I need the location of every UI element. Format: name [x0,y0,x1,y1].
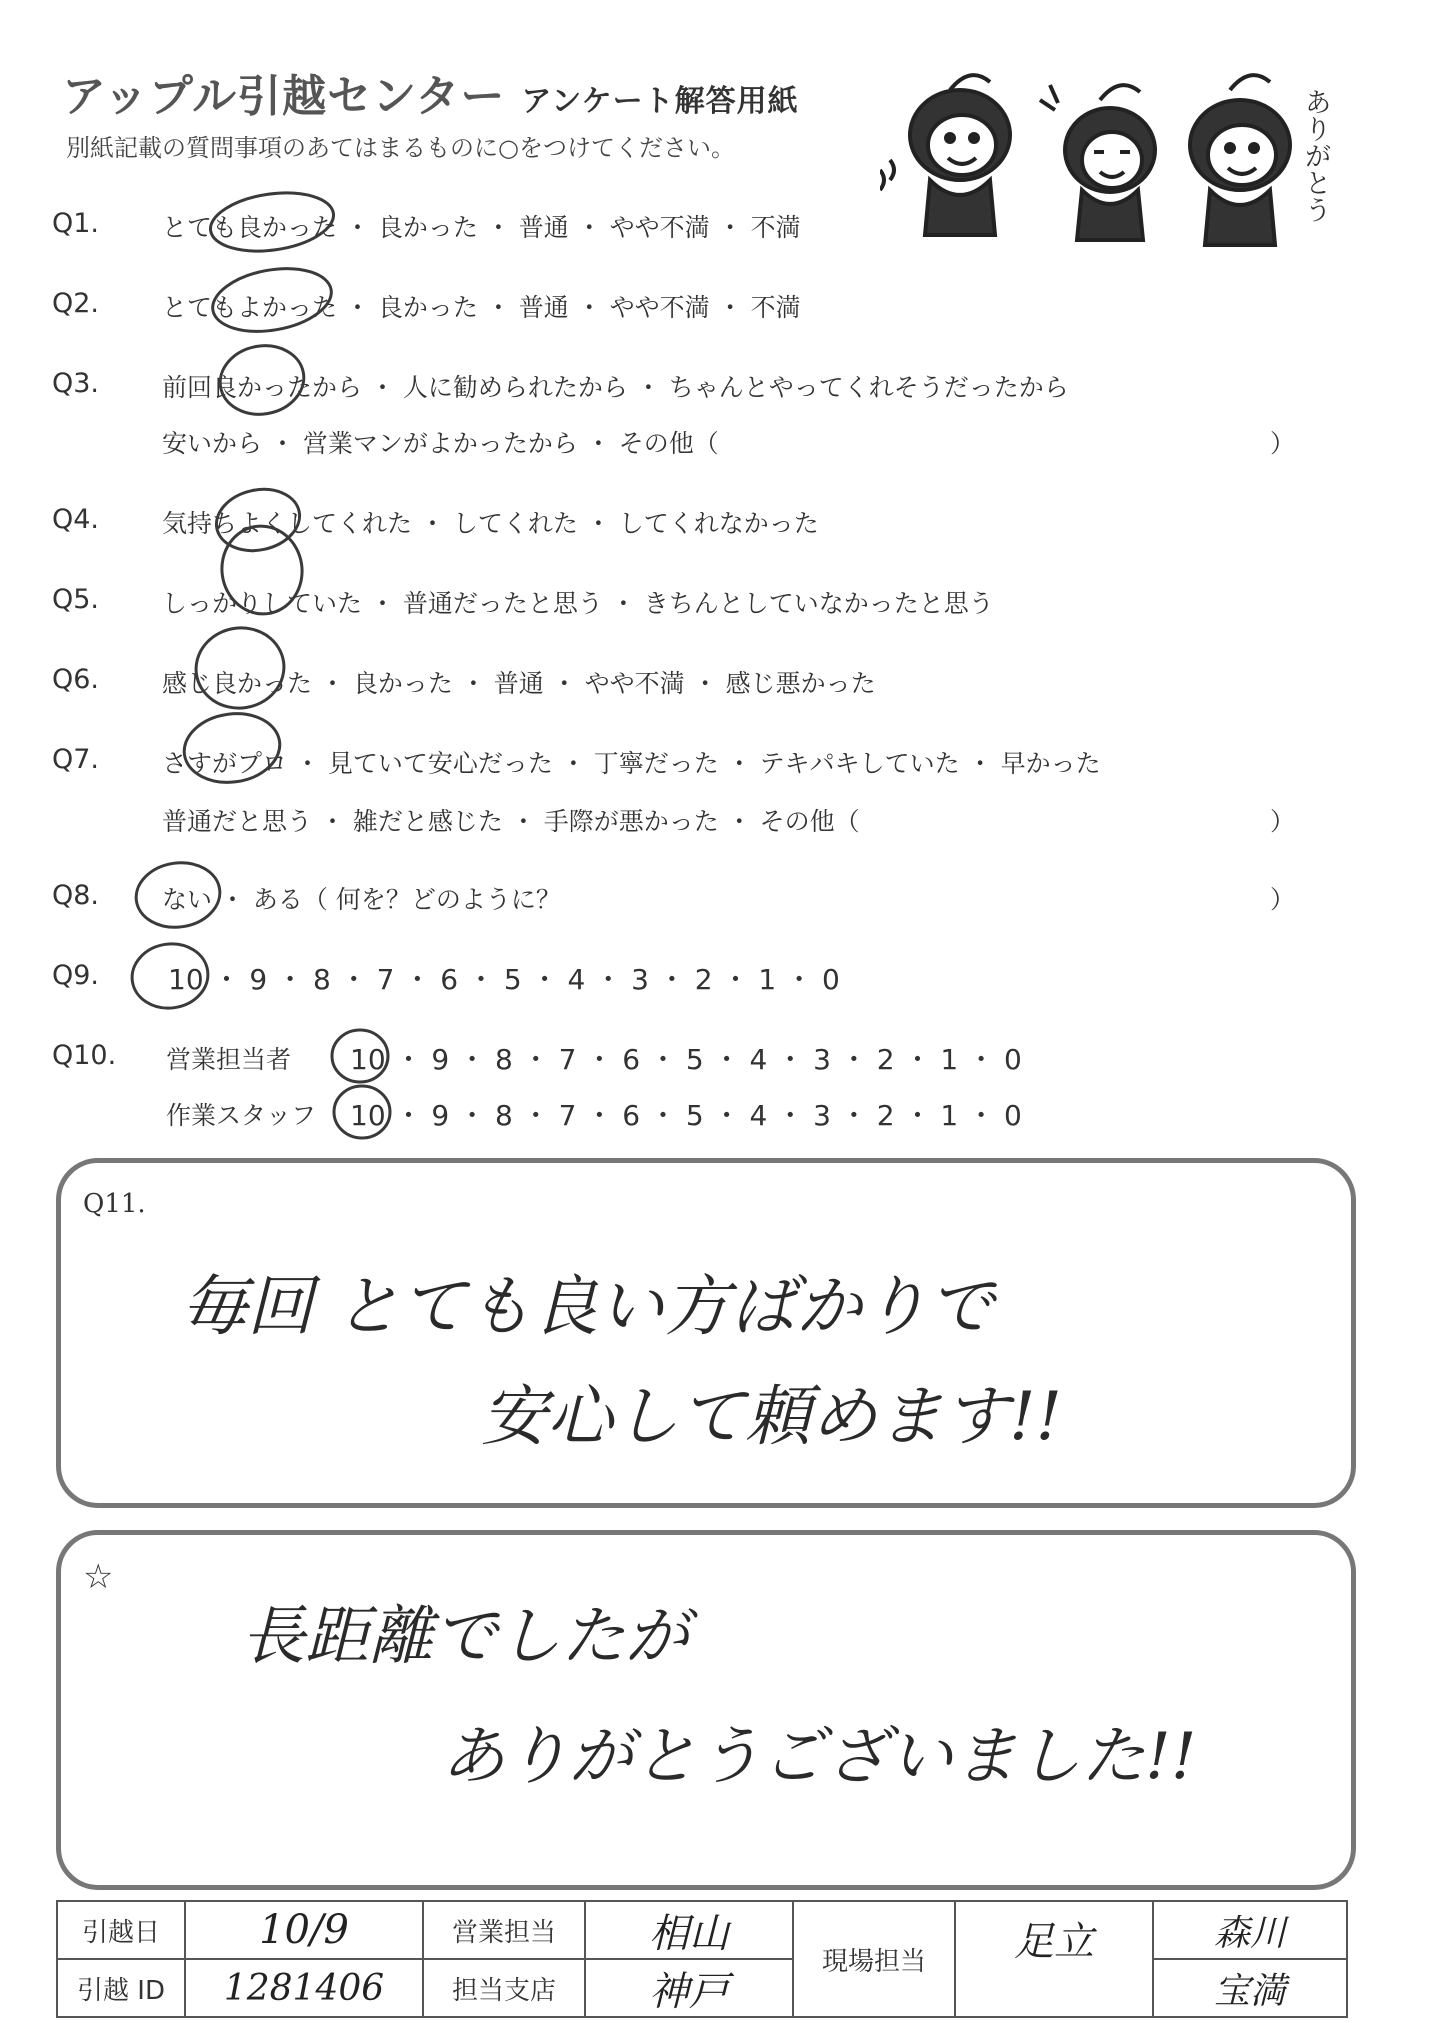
q4-options: 気持ちよくしてくれた ・ してくれた ・ してくれなかった [162,509,819,538]
q9-number: Q9. [52,960,100,991]
star-icon: ☆ [83,1557,114,1597]
q10-sales-label: 営業担当者 [166,1045,292,1074]
q1-options: とても良かった ・ 良かった ・ 普通 ・ やや不満 ・ 不満 [162,213,801,242]
star-handwriting-line1: 長距離でしたが [241,1600,689,1674]
q7-options-line1: さすがプロ ・ 見ていて安心だった ・ 丁寧だった ・ テキパキしていた ・ 早かった [162,749,1101,778]
q3-close-paren: ） [1270,429,1296,458]
q3-options-line2: 安いから ・ 営業マンがよかったから ・ その他（ [162,429,719,458]
q10-number: Q10. [52,1040,117,1071]
move-id-label: 引越 ID [56,1958,186,2018]
q11-handwriting-line2: 安心して頼めます!! [481,1378,1063,1455]
q9-scale: 10 ・ 9 ・ 8 ・ 7 ・ 6 ・ 5 ・ 4 ・ 3 ・ 2 ・ 1 ・ 0 [168,963,840,996]
q2-options: とてもよかった ・ 良かった ・ 普通 ・ やや不満 ・ 不満 [162,293,801,322]
q8-close-paren: ） [1270,885,1296,914]
q8-number: Q8. [52,880,100,911]
q3-number: Q3. [52,368,100,399]
branch-label: 担当支店 [422,1958,586,2018]
q11-comment-box [56,1158,1356,1508]
mascot-illustration [880,60,1330,260]
q3-options-line1: 前回良かったから ・ 人に勧められたから ・ ちゃんとやってくれそうだったから [162,373,1069,402]
site-rep-value-1: 足立 [954,1900,1154,2018]
company-name: アップル引越センター [62,71,506,122]
move-date-value: 10/9 [184,1900,424,1960]
site-rep-value-2: 森川 [1152,1900,1348,1960]
q10-staff-label: 作業スタッフ [166,1101,317,1130]
move-id-value: 1281406 [184,1958,424,2018]
company-title [62,60,799,124]
move-date-label: 引越日 [56,1900,186,1960]
site-rep-value-3: 宝満 [1152,1958,1348,2018]
star-handwriting-line2: ありがとうございました!! [441,1720,1197,1794]
q10-staff-scale: 10 ・ 9 ・ 8 ・ 7 ・ 6 ・ 5 ・ 4 ・ 3 ・ 2 ・ 1 ・ 0 [350,1099,1022,1132]
star-comment-box [56,1530,1356,1890]
q6-number: Q6. [52,664,100,695]
q4-number: Q4. [52,504,100,535]
sales-rep-value: 相山 [584,1900,794,1960]
q5-options: しっかりしていた ・ 普通だったと思う ・ きちんとしていなかったと思う [162,589,994,618]
monkey-2-icon [1040,85,1155,240]
q8-options: ない ・ ある（ 何を？どのように？ [162,885,561,914]
q5-number: Q5. [52,584,100,615]
q11-label: Q11. [83,1189,146,1219]
q10-sales-scale: 10 ・ 9 ・ 8 ・ 7 ・ 6 ・ 5 ・ 4 ・ 3 ・ 2 ・ 1 ・ 0 [350,1043,1022,1076]
q2-number: Q2. [52,288,100,319]
sales-rep-label: 営業担当 [422,1900,586,1960]
monkey-3-icon [1190,75,1290,245]
q7-options-line2: 普通だと思う ・ 雑だと感じた ・ 手際が悪かった ・ その他（ [162,807,860,836]
mascot-caption: ありがとう [1299,88,1331,223]
q11-handwriting-line1: 毎回 とても良い方ばかりで [181,1268,994,1345]
monkey-1-icon [880,75,1010,235]
instructions: 別紙記載の質問事項のあてはまるものに○をつけてください。 [66,134,735,162]
form-title: アンケート解答用紙 [521,84,799,119]
q6-options: 感じ良かった ・ 良かった ・ 普通 ・ やや不満 ・ 感じ悪かった [162,669,876,698]
site-rep-label: 現場担当 [792,1900,956,2018]
q7-close-paren: ） [1270,807,1296,836]
q1-number: Q1. [52,208,100,239]
branch-value: 神戸 [584,1958,794,2018]
q7-number: Q7. [52,744,100,775]
